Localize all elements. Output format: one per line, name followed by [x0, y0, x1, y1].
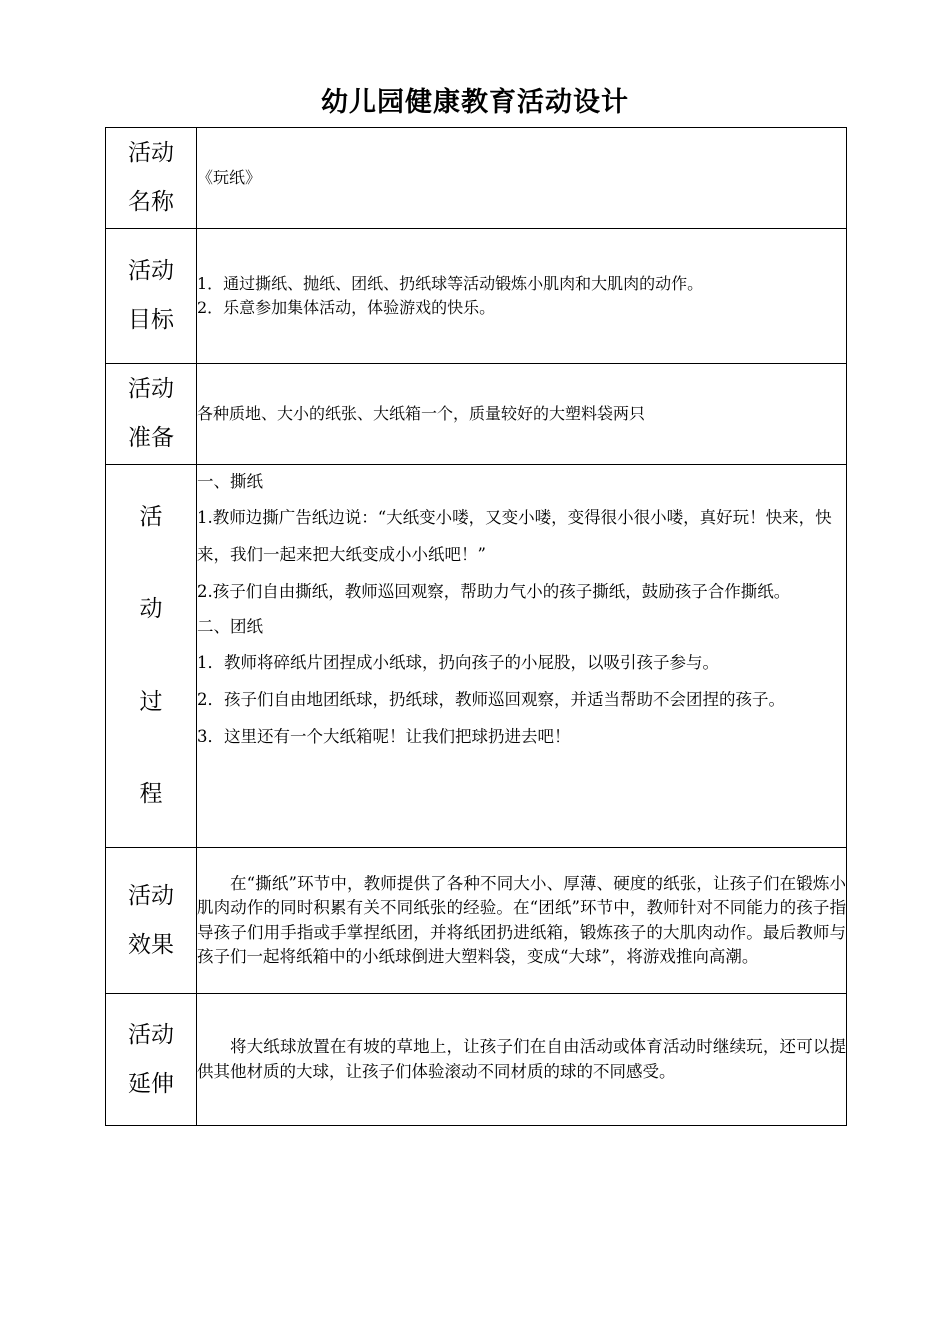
activity-extension-value: [197, 994, 847, 1126]
label-line: 活动: [128, 258, 174, 284]
activity-goal-value: [197, 229, 847, 364]
label-line: 名称: [128, 189, 174, 215]
label-line: 准备: [128, 425, 174, 451]
process-section-heading: 二、团纸: [197, 617, 263, 636]
process-section-heading: 一、撕纸: [197, 472, 263, 491]
row-activity-extension: [106, 994, 847, 1126]
process-step: 1.教师边撕广告纸边说：“大纸变小喽，又变小喽，变得很小很小喽，真好玩！快来，快来，我们一起来把大纸变成小小纸吧！”: [197, 508, 832, 564]
label-char: 活: [139, 503, 163, 530]
activity-name-text: 《玩纸》: [197, 168, 262, 187]
process-step: 3．这里还有一个大纸箱呢！让我们把球扔进去吧！: [197, 727, 571, 746]
row-activity-prep: [106, 364, 847, 465]
label-activity-goal: [106, 229, 197, 364]
activity-name-value: [197, 128, 847, 229]
activity-process-value: [197, 465, 847, 848]
label-line: 效果: [128, 931, 174, 958]
extension-text: 将大纸球放置在有坡的草地上，让孩子们在自由活动或体育活动时继续玩，还可以提供其他材质的大球，让孩子们体验滚动不同材质的球的不同感受。: [197, 1037, 846, 1081]
activity-effect-value: [197, 848, 847, 994]
process-step: 2.孩子们自由撕纸，教师巡回观察，帮助力气小的孩子撕纸，鼓励孩子合作撕纸。: [197, 582, 791, 601]
label-line: 延伸: [128, 1070, 174, 1097]
document-title: 幼儿园健康教育活动设计: [321, 87, 629, 118]
label-line: 活动: [128, 376, 174, 402]
label-char: 过: [139, 688, 163, 715]
process-step: 1．教师将碎纸片团捏成小纸球，扔向孩子的小屁股，以吸引孩子参与。: [197, 653, 719, 672]
label-line: 活动: [128, 1021, 174, 1048]
label-activity-effect: [106, 848, 197, 994]
label-line: 活动: [128, 882, 174, 909]
effect-text: 在“撕纸”环节中，教师提供了各种不同大小、厚薄、硬度的纸张，让孩子们在锻炼小肌肉动作的同时积累有关不同纸张的经验。在“团纸”环节中，教师针对不同能力的孩子指导孩子们用手指或手掌捏纸团，并将纸团扔进纸箱，锻炼孩子的大肌肉动作。最后教师与孩子们一起将纸箱中的小纸球倒进大塑料袋，变成“大球”，将游戏推向高潮。: [197, 873, 846, 966]
activity-prep-value: [197, 364, 847, 465]
goal-item: 1．通过撕纸、抛纸、团纸、扔纸球等活动锻炼小肌肉和大肌肉的动作。: [197, 274, 704, 293]
prep-text: 各种质地、大小的纸张、大纸箱一个，质量较好的大塑料袋两只: [197, 404, 646, 423]
process-step: 2．孩子们自由地团纸球，扔纸球，教师巡回观察，并适当帮助不会团捏的孩子。: [197, 690, 785, 709]
label-activity-name: [106, 128, 197, 229]
label-activity-process: [106, 465, 197, 848]
label-line: 目标: [128, 307, 174, 333]
label-activity-prep: [106, 364, 197, 465]
row-activity-process: [106, 465, 847, 848]
label-activity-extension: [106, 994, 197, 1126]
label-char: 动: [139, 596, 163, 623]
row-activity-goal: [106, 229, 847, 364]
activity-design-table: [105, 127, 847, 1126]
label-char: 程: [139, 781, 163, 808]
row-activity-effect: [106, 848, 847, 994]
row-activity-name: [106, 128, 847, 229]
goal-item: 2．乐意参加集体活动，体验游戏的快乐。: [197, 298, 496, 317]
label-line: 活动: [128, 140, 174, 166]
